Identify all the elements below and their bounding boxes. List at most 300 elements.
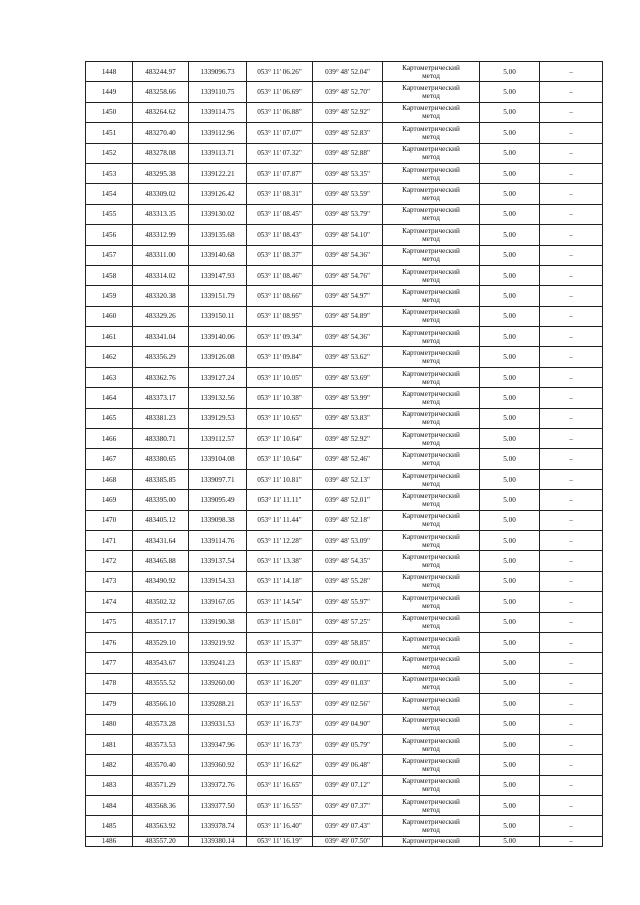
longitude-cell: 039° 48' 52.01"	[313, 490, 383, 510]
x-coordinate-cell: 483395.00	[133, 490, 189, 510]
accuracy-cell: 5.00	[480, 571, 540, 591]
accuracy-cell: 5.00	[480, 694, 540, 714]
method-label-line2: метод	[422, 499, 440, 508]
table-row	[86, 367, 603, 387]
method-label-line1: Картометрический	[402, 328, 460, 337]
table-body	[86, 62, 603, 847]
longitude-cell: 039° 48' 54.89"	[313, 306, 383, 326]
note-cell: –	[540, 286, 603, 306]
method-label-line2: метод	[422, 132, 440, 141]
method-label-line2: метод	[422, 295, 440, 304]
longitude-cell: 039° 49' 05.79"	[313, 734, 383, 754]
method-cell	[383, 469, 480, 489]
x-coordinate-cell: 483380.65	[133, 449, 189, 469]
point-number-cell: 1475	[86, 612, 133, 632]
y-coordinate-cell: 1339129.53	[189, 408, 247, 428]
longitude-cell: 039° 48' 52.83"	[313, 123, 383, 143]
note-cell: –	[540, 123, 603, 143]
method-label-line1: Картометрический	[402, 226, 460, 235]
x-coordinate-cell: 483573.28	[133, 714, 189, 734]
method-label-line1: Картометрический	[402, 369, 460, 378]
latitude-cell: 053° 11' 08.45"	[247, 204, 313, 224]
note-cell: –	[540, 775, 603, 795]
longitude-cell: 039° 48' 54.10"	[313, 225, 383, 245]
method-label-line1: Картометрический	[402, 491, 460, 500]
method-label-line1: Картометрический	[402, 695, 460, 704]
table-row	[86, 408, 603, 428]
x-coordinate-cell: 483557.20	[133, 836, 189, 846]
y-coordinate-cell: 1339110.75	[189, 82, 247, 102]
y-coordinate-cell: 1339104.08	[189, 449, 247, 469]
note-cell: –	[540, 347, 603, 367]
table-row	[86, 286, 603, 306]
method-label-line2: метод	[422, 764, 440, 773]
x-coordinate-cell: 483270.40	[133, 123, 189, 143]
y-coordinate-cell: 1339331.53	[189, 714, 247, 734]
y-coordinate-cell: 1339114.76	[189, 530, 247, 550]
x-coordinate-cell: 483517.17	[133, 612, 189, 632]
note-cell: –	[540, 102, 603, 122]
accuracy-cell: 5.00	[480, 82, 540, 102]
latitude-cell: 053° 11' 16.20"	[247, 673, 313, 693]
y-coordinate-cell: 1339126.42	[189, 184, 247, 204]
point-number-cell: 1470	[86, 510, 133, 530]
note-cell: –	[540, 836, 603, 846]
latitude-cell: 053° 11' 15.01"	[247, 612, 313, 632]
x-coordinate-cell: 483405.12	[133, 510, 189, 530]
x-coordinate-cell: 483543.67	[133, 653, 189, 673]
longitude-cell: 039° 48' 54.36"	[313, 327, 383, 347]
x-coordinate-cell: 483341.04	[133, 327, 189, 347]
longitude-cell: 039° 48' 53.79"	[313, 204, 383, 224]
note-cell: –	[540, 653, 603, 673]
x-coordinate-cell: 483295.38	[133, 163, 189, 183]
method-cell	[383, 673, 480, 693]
method-label-line2: метод	[422, 703, 440, 712]
note-cell: –	[540, 734, 603, 754]
y-coordinate-cell: 1339096.73	[189, 62, 247, 82]
accuracy-cell: 5.00	[480, 62, 540, 82]
method-cell	[383, 490, 480, 510]
longitude-cell: 039° 49' 02.56"	[313, 694, 383, 714]
y-coordinate-cell: 1339378.74	[189, 816, 247, 836]
method-label-line1: Картометрический	[402, 836, 460, 845]
latitude-cell: 053° 11' 10.65"	[247, 408, 313, 428]
longitude-cell: 039° 48' 53.62"	[313, 347, 383, 367]
method-cell	[383, 204, 480, 224]
method-label-line2: метод	[422, 601, 440, 610]
method-label-line1: Картометрический	[402, 614, 460, 623]
method-label-line2: метод	[422, 724, 440, 733]
method-cell	[383, 327, 480, 347]
x-coordinate-cell: 483244.97	[133, 62, 189, 82]
note-cell: –	[540, 388, 603, 408]
method-cell	[383, 530, 480, 550]
method-label-line1: Картометрический	[402, 84, 460, 93]
accuracy-cell: 5.00	[480, 755, 540, 775]
accuracy-cell: 5.00	[480, 123, 540, 143]
latitude-cell: 053° 11' 15.83"	[247, 653, 313, 673]
y-coordinate-cell: 1339360.92	[189, 755, 247, 775]
table-row	[86, 163, 603, 183]
x-coordinate-cell: 483314.02	[133, 265, 189, 285]
x-coordinate-cell: 483356.29	[133, 347, 189, 367]
method-label-line2: метод	[422, 663, 440, 672]
method-cell	[383, 143, 480, 163]
method-cell	[383, 714, 480, 734]
latitude-cell: 053° 11' 06.26"	[247, 62, 313, 82]
x-coordinate-cell: 483568.36	[133, 796, 189, 816]
x-coordinate-cell: 483329.26	[133, 306, 189, 326]
accuracy-cell: 5.00	[480, 510, 540, 530]
note-cell: –	[540, 816, 603, 836]
point-number-cell: 1462	[86, 347, 133, 367]
table-row	[86, 102, 603, 122]
x-coordinate-cell: 483431.64	[133, 530, 189, 550]
table-row	[86, 143, 603, 163]
table-row	[86, 306, 603, 326]
accuracy-cell: 5.00	[480, 265, 540, 285]
point-number-cell: 1469	[86, 490, 133, 510]
latitude-cell: 053° 11' 07.32"	[247, 143, 313, 163]
method-label-line1: Картометрический	[402, 818, 460, 827]
table-row	[86, 673, 603, 693]
point-number-cell: 1463	[86, 367, 133, 387]
y-coordinate-cell: 1339112.96	[189, 123, 247, 143]
x-coordinate-cell: 483380.71	[133, 429, 189, 449]
longitude-cell: 039° 48' 54.76"	[313, 265, 383, 285]
accuracy-cell: 5.00	[480, 734, 540, 754]
accuracy-cell: 5.00	[480, 592, 540, 612]
x-coordinate-cell: 483555.52	[133, 673, 189, 693]
note-cell: –	[540, 306, 603, 326]
table-row	[86, 551, 603, 571]
accuracy-cell: 5.00	[480, 245, 540, 265]
method-label-line2: метод	[422, 377, 440, 386]
accuracy-cell: 5.00	[480, 816, 540, 836]
note-cell: –	[540, 143, 603, 163]
method-label-line2: метод	[422, 785, 440, 794]
y-coordinate-cell: 1339190.38	[189, 612, 247, 632]
table-row	[86, 469, 603, 489]
x-coordinate-cell: 483312.99	[133, 225, 189, 245]
table-row	[86, 490, 603, 510]
point-number-cell: 1477	[86, 653, 133, 673]
method-label-line1: Картометрический	[402, 165, 460, 174]
method-cell	[383, 347, 480, 367]
x-coordinate-cell: 483465.88	[133, 551, 189, 571]
method-label-line1: Картометрический	[402, 736, 460, 745]
method-cell	[383, 612, 480, 632]
note-cell: –	[540, 327, 603, 347]
method-cell	[383, 429, 480, 449]
method-label-line2: метод	[422, 540, 440, 549]
longitude-cell: 039° 49' 00.01"	[313, 653, 383, 673]
y-coordinate-cell: 1339127.24	[189, 367, 247, 387]
accuracy-cell: 5.00	[480, 775, 540, 795]
latitude-cell: 053° 11' 08.46"	[247, 265, 313, 285]
latitude-cell: 053° 11' 16.19"	[247, 836, 313, 846]
latitude-cell: 053° 11' 06.69"	[247, 82, 313, 102]
table-row	[86, 530, 603, 550]
latitude-cell: 053° 11' 12.28"	[247, 530, 313, 550]
longitude-cell: 039° 48' 52.04"	[313, 62, 383, 82]
point-number-cell: 1483	[86, 775, 133, 795]
longitude-cell: 039° 48' 53.35"	[313, 163, 383, 183]
accuracy-cell: 5.00	[480, 143, 540, 163]
table-row	[86, 694, 603, 714]
latitude-cell: 053° 11' 11.11"	[247, 490, 313, 510]
accuracy-cell: 5.00	[480, 184, 540, 204]
x-coordinate-cell: 483570.40	[133, 755, 189, 775]
x-coordinate-cell: 483529.10	[133, 632, 189, 652]
method-cell	[383, 551, 480, 571]
longitude-cell: 039° 48' 52.92"	[313, 429, 383, 449]
method-label-line2: метод	[422, 744, 440, 753]
method-label-line1: Картометрический	[402, 593, 460, 602]
method-label-line1: Картометрический	[402, 777, 460, 786]
y-coordinate-cell: 1339132.56	[189, 388, 247, 408]
method-label-line2: метод	[422, 622, 440, 631]
longitude-cell: 039° 48' 54.97"	[313, 286, 383, 306]
point-number-cell: 1479	[86, 694, 133, 714]
table-row	[86, 265, 603, 285]
table-row	[86, 836, 603, 846]
longitude-cell: 039° 48' 57.25"	[313, 612, 383, 632]
longitude-cell: 039° 48' 52.88"	[313, 143, 383, 163]
note-cell: –	[540, 449, 603, 469]
method-label-line2: метод	[422, 234, 440, 243]
y-coordinate-cell: 1339347.96	[189, 734, 247, 754]
longitude-cell: 039° 48' 55.28"	[313, 571, 383, 591]
table-row	[86, 734, 603, 754]
longitude-cell: 039° 48' 53.69"	[313, 367, 383, 387]
latitude-cell: 053° 11' 10.81"	[247, 469, 313, 489]
accuracy-cell: 5.00	[480, 836, 540, 846]
note-cell: –	[540, 245, 603, 265]
note-cell: –	[540, 184, 603, 204]
point-number-cell: 1473	[86, 571, 133, 591]
method-label-line2: метод	[422, 275, 440, 284]
accuracy-cell: 5.00	[480, 551, 540, 571]
point-number-cell: 1474	[86, 592, 133, 612]
method-label-line2: метод	[422, 438, 440, 447]
note-cell: –	[540, 429, 603, 449]
note-cell: –	[540, 755, 603, 775]
accuracy-cell: 5.00	[480, 388, 540, 408]
x-coordinate-cell: 483571.29	[133, 775, 189, 795]
latitude-cell: 053° 11' 14.18"	[247, 571, 313, 591]
y-coordinate-cell: 1339130.02	[189, 204, 247, 224]
method-cell	[383, 653, 480, 673]
table-row	[86, 225, 603, 245]
method-label-line2: метод	[422, 479, 440, 488]
method-label-line2: метод	[422, 805, 440, 814]
method-label-line2: метод	[422, 92, 440, 101]
note-cell: –	[540, 592, 603, 612]
latitude-cell: 053° 11' 13.38"	[247, 551, 313, 571]
y-coordinate-cell: 1339150.11	[189, 306, 247, 326]
y-coordinate-cell: 1339288.21	[189, 694, 247, 714]
note-cell: –	[540, 225, 603, 245]
method-label-line1: Картометрический	[402, 797, 460, 806]
point-number-cell: 1460	[86, 306, 133, 326]
x-coordinate-cell: 483385.85	[133, 469, 189, 489]
method-cell	[383, 571, 480, 591]
note-cell: –	[540, 530, 603, 550]
method-cell	[383, 367, 480, 387]
latitude-cell: 053° 11' 08.37"	[247, 245, 313, 265]
y-coordinate-cell: 1339112.57	[189, 429, 247, 449]
method-label-line2: метод	[422, 397, 440, 406]
longitude-cell: 039° 48' 54.36"	[313, 245, 383, 265]
point-number-cell: 1454	[86, 184, 133, 204]
longitude-cell: 039° 49' 06.48"	[313, 755, 383, 775]
y-coordinate-cell: 1339147.93	[189, 265, 247, 285]
table-row	[86, 123, 603, 143]
table-row	[86, 429, 603, 449]
note-cell: –	[540, 367, 603, 387]
method-cell	[383, 816, 480, 836]
x-coordinate-cell: 483566.10	[133, 694, 189, 714]
method-label-line1: Картометрический	[402, 287, 460, 296]
latitude-cell: 053° 11' 07.87"	[247, 163, 313, 183]
note-cell: –	[540, 82, 603, 102]
accuracy-cell: 5.00	[480, 714, 540, 734]
table-row	[86, 632, 603, 652]
point-number-cell: 1458	[86, 265, 133, 285]
note-cell: –	[540, 510, 603, 530]
point-number-cell: 1485	[86, 816, 133, 836]
method-label-line1: Картометрический	[402, 532, 460, 541]
accuracy-cell: 5.00	[480, 632, 540, 652]
method-label-line1: Картометрический	[402, 675, 460, 684]
y-coordinate-cell: 1339140.68	[189, 245, 247, 265]
point-number-cell: 1455	[86, 204, 133, 224]
longitude-cell: 039° 48' 55.97"	[313, 592, 383, 612]
point-number-cell: 1482	[86, 755, 133, 775]
y-coordinate-cell: 1339095.49	[189, 490, 247, 510]
method-cell	[383, 245, 480, 265]
note-cell: –	[540, 265, 603, 285]
table-row	[86, 347, 603, 367]
longitude-cell: 039° 48' 53.59"	[313, 184, 383, 204]
method-label-line1: Картометрический	[402, 451, 460, 460]
x-coordinate-cell: 483311.00	[133, 245, 189, 265]
latitude-cell: 053° 11' 15.37"	[247, 632, 313, 652]
method-cell	[383, 102, 480, 122]
longitude-cell: 039° 48' 58.85"	[313, 632, 383, 652]
table-row	[86, 816, 603, 836]
method-cell	[383, 163, 480, 183]
point-number-cell: 1449	[86, 82, 133, 102]
point-number-cell: 1484	[86, 796, 133, 816]
point-number-cell: 1464	[86, 388, 133, 408]
x-coordinate-cell: 483373.17	[133, 388, 189, 408]
y-coordinate-cell: 1339135.68	[189, 225, 247, 245]
longitude-cell: 039° 49' 01.03"	[313, 673, 383, 693]
method-label-line2: метод	[422, 459, 440, 468]
accuracy-cell: 5.00	[480, 612, 540, 632]
method-cell	[383, 82, 480, 102]
method-label-line2: метод	[422, 112, 440, 121]
point-number-cell: 1467	[86, 449, 133, 469]
longitude-cell: 039° 48' 52.70"	[313, 82, 383, 102]
y-coordinate-cell: 1339372.76	[189, 775, 247, 795]
method-cell	[383, 286, 480, 306]
longitude-cell: 039° 49' 07.37"	[313, 796, 383, 816]
accuracy-cell: 5.00	[480, 102, 540, 122]
latitude-cell: 053° 11' 16.73"	[247, 734, 313, 754]
accuracy-cell: 5.00	[480, 653, 540, 673]
method-label-line1: Картометрический	[402, 553, 460, 562]
method-label-line1: Картометрический	[402, 756, 460, 765]
longitude-cell: 039° 49' 07.50"	[313, 836, 383, 846]
method-cell	[383, 265, 480, 285]
x-coordinate-cell: 483362.76	[133, 367, 189, 387]
method-label-line1: Картометрический	[402, 430, 460, 439]
note-cell: –	[540, 469, 603, 489]
method-cell	[383, 306, 480, 326]
y-coordinate-cell: 1339219.92	[189, 632, 247, 652]
x-coordinate-cell: 483381.23	[133, 408, 189, 428]
table-row	[86, 184, 603, 204]
method-label-line2: метод	[422, 683, 440, 692]
method-cell	[383, 184, 480, 204]
point-number-cell: 1450	[86, 102, 133, 122]
note-cell: –	[540, 62, 603, 82]
method-label-line1: Картометрический	[402, 389, 460, 398]
longitude-cell: 039° 48' 52.46"	[313, 449, 383, 469]
method-cell	[383, 449, 480, 469]
method-label-line2: метод	[422, 71, 440, 80]
latitude-cell: 053° 11' 14.54"	[247, 592, 313, 612]
method-cell	[383, 694, 480, 714]
x-coordinate-cell: 483278.08	[133, 143, 189, 163]
table-row	[86, 388, 603, 408]
point-number-cell: 1478	[86, 673, 133, 693]
accuracy-cell: 5.00	[480, 490, 540, 510]
table-row	[86, 755, 603, 775]
method-label-line1: Картометрический	[402, 145, 460, 154]
latitude-cell: 053° 11' 16.53"	[247, 694, 313, 714]
point-number-cell: 1456	[86, 225, 133, 245]
note-cell: –	[540, 490, 603, 510]
point-number-cell: 1468	[86, 469, 133, 489]
longitude-cell: 039° 48' 53.09"	[313, 530, 383, 550]
method-label-line1: Картометрический	[402, 247, 460, 256]
longitude-cell: 039° 48' 52.13"	[313, 469, 383, 489]
y-coordinate-cell: 1339122.21	[189, 163, 247, 183]
note-cell: –	[540, 571, 603, 591]
point-number-cell: 1471	[86, 530, 133, 550]
method-label-line1: Картометрический	[402, 206, 460, 215]
table-row	[86, 612, 603, 632]
longitude-cell: 039° 49' 07.43"	[313, 816, 383, 836]
longitude-cell: 039° 48' 53.83"	[313, 408, 383, 428]
method-label-line2: метод	[422, 214, 440, 223]
accuracy-cell: 5.00	[480, 306, 540, 326]
point-number-cell: 1466	[86, 429, 133, 449]
note-cell: –	[540, 714, 603, 734]
accuracy-cell: 5.00	[480, 408, 540, 428]
method-cell	[383, 632, 480, 652]
x-coordinate-cell: 483573.53	[133, 734, 189, 754]
note-cell: –	[540, 551, 603, 571]
method-label-line1: Картометрический	[402, 186, 460, 195]
method-label-line1: Картометрический	[402, 716, 460, 725]
accuracy-cell: 5.00	[480, 673, 540, 693]
